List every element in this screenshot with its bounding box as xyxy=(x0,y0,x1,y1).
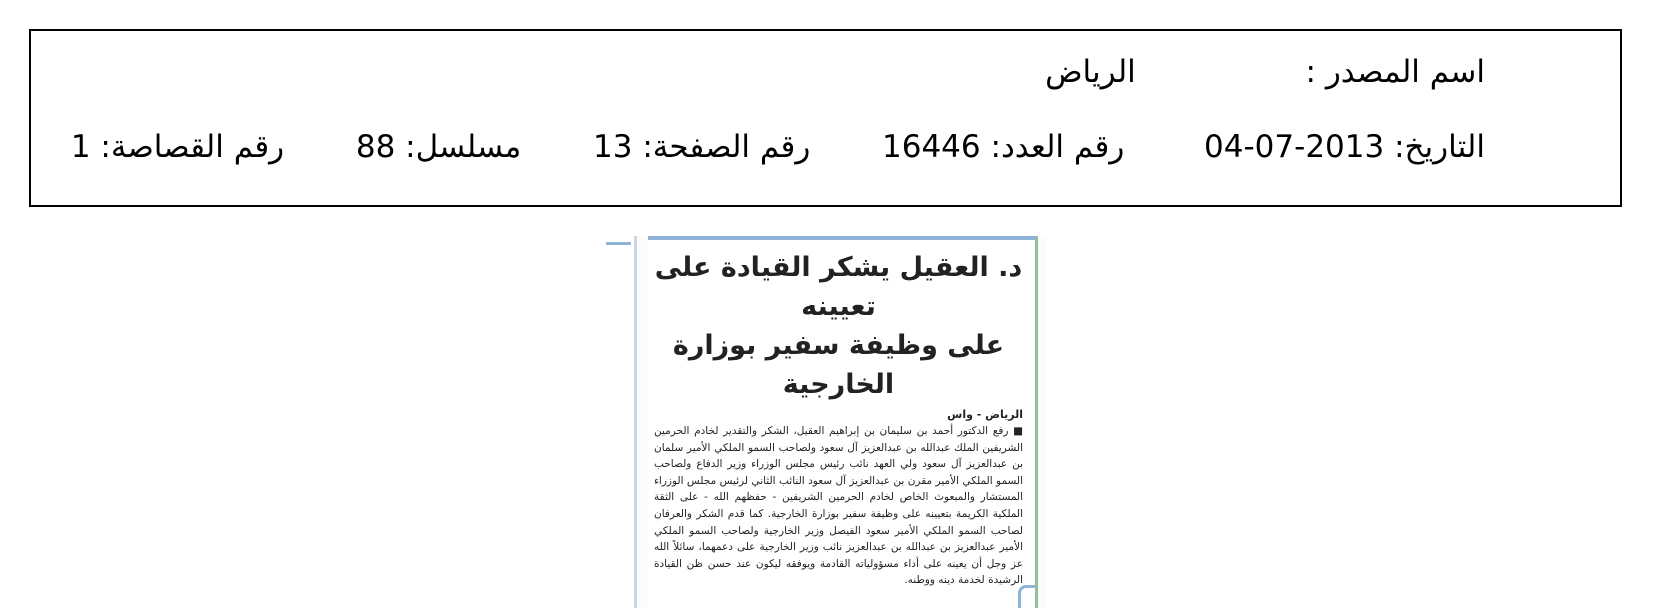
clip-label: رقم القصاصة: xyxy=(100,129,285,165)
issue-label: رقم العدد: xyxy=(990,129,1125,165)
source-value: الرياض xyxy=(1045,54,1136,90)
source-line xyxy=(1045,53,1485,91)
issue-value: 16446 xyxy=(882,129,981,165)
article-headline xyxy=(654,248,1023,404)
date-label: التاريخ: xyxy=(1394,129,1485,165)
serial-label: مسلسل: xyxy=(405,129,522,165)
page-value: 13 xyxy=(593,129,633,165)
newspaper-clipping xyxy=(606,236,1046,608)
article-body: ■ رفع الدكتور أحمد بن سليمان بن إبراهيم العقيل، الشكر والتقدير لخادم الحرمين الشريفين الملك عبدالله بن عبدالعزيز آل سعود ولصاحب السمو الملكي الأمير سلمان بن عبدالعزيز آل سعود ولي العهد نائب رئيس مجلس الوزراء وزير الدفاع ولصاحب السمو الملكي الأمير مقرن بن عبدالعزيز آل سعود النائب الثاني لرئيس مجلس الوزراء المستشار والمبعوث الخاص لخادم الحرمين الشريفين - حفظهم الله - على الثقة الملكية الكريمة بتعيينه على وظيفة سفير بوزارة الخارجية. كما قدم الشكر والعرفان لصاحب السمو الملكي الأمير سعود الفيصل وزير الخارجية ولصاحب السمو الملكي الأمير عبدالعزيز بن عبدالله بن عبدالعزيز نائب وزير الخارجية على دعمهما، سائلاً الله عز وجل أن يعينه على أداء مسؤولياته القادمة ويوفقه ليكون عند حسن ظن القيادة الرشيدة لخدمة دينه ووطنه. xyxy=(654,425,1023,587)
column-rule xyxy=(606,242,631,245)
serial-value: 88 xyxy=(355,129,396,165)
headline-line-2: على وظيفة سفير بوزارة الخارجية xyxy=(672,330,1005,400)
date-value: 2013-07-04 xyxy=(1204,129,1385,165)
source-label: اسم المصدر : xyxy=(1305,54,1485,90)
article-byline: الرياض - واس xyxy=(947,408,1023,421)
meta-line xyxy=(71,128,1485,166)
headline-line-1: د. العقيل يشكر القيادة على تعيينه xyxy=(654,252,1023,322)
adjacent-column-fragment xyxy=(606,236,637,608)
page-label: رقم الصفحة: xyxy=(642,129,811,165)
frame-corner xyxy=(1018,585,1035,608)
clip-value: 1 xyxy=(70,129,91,165)
article xyxy=(648,236,1038,608)
